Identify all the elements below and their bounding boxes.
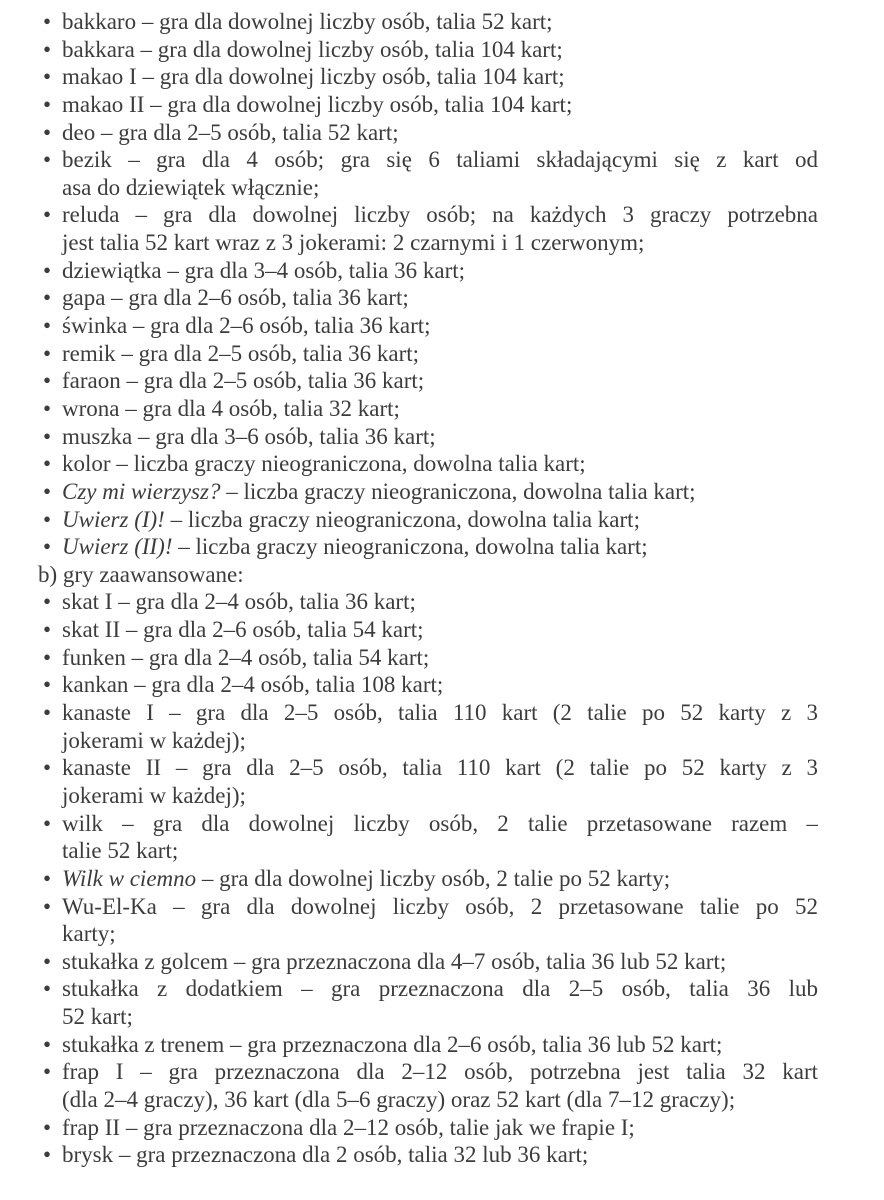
bullet-icon: • bbox=[42, 64, 52, 90]
item-line-text: gapa – gra dla 2–6 osób, talia 36 kart; bbox=[62, 285, 409, 311]
item-first-line bbox=[38, 36, 818, 64]
game-name: kanaste I bbox=[62, 700, 154, 726]
item-first-line bbox=[38, 478, 818, 506]
game-name: bakkara bbox=[62, 36, 135, 62]
item-line-text: deo – gra dla 2–5 osób, talia 52 kart; bbox=[62, 119, 399, 145]
item-line-text: reluda – gra dla dowolnej liczby osób; na każdych 3 graczy potrzebna bbox=[62, 202, 818, 228]
game-name: skat I bbox=[62, 589, 113, 615]
item-first-line bbox=[38, 8, 818, 36]
list-item bbox=[38, 975, 818, 1030]
item-line-text: karty; bbox=[62, 921, 116, 947]
list-item bbox=[38, 63, 818, 91]
game-name: wrona bbox=[62, 395, 120, 421]
bullet-icon: • bbox=[42, 755, 52, 781]
game-name: stukałka z golcem bbox=[62, 948, 229, 974]
item-line-text: brysk – gra przeznaczona dla 2 osób, talia 32 lub 36 kart; bbox=[62, 1142, 589, 1168]
game-name: kankan bbox=[62, 672, 129, 698]
game-name: frap II bbox=[62, 1114, 121, 1140]
item-first-line bbox=[38, 754, 818, 782]
item-first-line bbox=[38, 1141, 818, 1169]
bullet-icon: • bbox=[42, 451, 52, 477]
item-first-line bbox=[38, 201, 818, 229]
item-line-text: jest talia 52 kart wraz z 3 jokerami: 2 czarnymi i 1 czerwonym; bbox=[62, 230, 645, 256]
item-continuation-line bbox=[38, 174, 818, 202]
item-line-text: Uwierz (I)! – liczba graczy nieograniczona, dowolna talia kart; bbox=[62, 506, 640, 532]
item-first-line bbox=[38, 450, 818, 478]
item-first-line bbox=[38, 119, 818, 147]
bullet-icon: • bbox=[42, 285, 52, 311]
item-first-line bbox=[38, 893, 818, 921]
item-line-text: jokerami w każdej); bbox=[62, 727, 246, 753]
item-continuation-line bbox=[38, 920, 818, 948]
game-name: reluda bbox=[62, 202, 120, 228]
item-line-text: remik – gra dla 2–5 osób, talia 36 kart; bbox=[62, 340, 420, 366]
item-first-line bbox=[38, 810, 818, 838]
section-heading bbox=[38, 561, 818, 589]
list-item bbox=[38, 699, 818, 754]
list-item bbox=[38, 257, 818, 285]
item-line-text: bezik – gra dla 4 osób; gra się 6 taliami składającymi się z kart od bbox=[62, 147, 818, 173]
item-first-line bbox=[38, 312, 818, 340]
bullet-icon: • bbox=[42, 589, 52, 615]
list-item bbox=[38, 588, 818, 616]
item-line-text: (dla 2–4 graczy), 36 kart (dla 5–6 graczy) oraz 52 kart (dla 7–12 graczy); bbox=[62, 1086, 736, 1112]
item-line-text: makao II – gra dla dowolnej liczby osób, talia 104 kart; bbox=[62, 91, 573, 117]
item-line-text: frap I – gra przeznaczona dla 2–12 osób, potrzebna jest talia 32 kart bbox=[62, 1059, 818, 1085]
item-first-line bbox=[38, 948, 818, 976]
list-item bbox=[38, 146, 818, 201]
item-line-text: bakkaro – gra dla dowolnej liczby osób, talia 52 kart; bbox=[62, 9, 553, 34]
item-first-line bbox=[38, 533, 818, 561]
item-line-text: skat II – gra dla 2–6 osób, talia 54 kart; bbox=[62, 617, 424, 643]
list-item bbox=[38, 367, 818, 395]
item-line-text: jokerami w każdej); bbox=[62, 782, 246, 808]
list-item bbox=[38, 533, 818, 561]
game-name: Wu-El-Ka bbox=[62, 893, 157, 919]
bullet-icon: • bbox=[42, 1114, 52, 1140]
game-name: muszka bbox=[62, 423, 133, 449]
item-continuation-line bbox=[38, 837, 818, 865]
item-first-line bbox=[38, 975, 818, 1003]
bullet-icon: • bbox=[42, 976, 52, 1002]
game-name: kolor bbox=[62, 451, 111, 477]
item-line-text: 52 kart; bbox=[62, 1004, 133, 1030]
game-name: makao I bbox=[62, 64, 137, 90]
item-first-line bbox=[38, 699, 818, 727]
list-item bbox=[38, 340, 818, 368]
item-line-text: funken – gra dla 2–4 osób, talia 54 kart; bbox=[62, 644, 430, 670]
list-item bbox=[38, 948, 818, 976]
list-item bbox=[38, 450, 818, 478]
item-first-line bbox=[38, 395, 818, 423]
bullet-icon: • bbox=[42, 534, 52, 560]
list-item bbox=[38, 1058, 818, 1113]
bullet-icon: • bbox=[42, 865, 52, 891]
item-line-text: Wu-El-Ka – gra dla dowolnej liczby osób, 2 przetasowane talie po 52 bbox=[62, 893, 818, 919]
item-line-text: stukałka z trenem – gra przeznaczona dla 2–6 osób, talia 36 lub 52 kart; bbox=[62, 1031, 723, 1057]
bullet-icon: • bbox=[42, 617, 52, 643]
item-first-line bbox=[38, 1031, 818, 1059]
item-line-text: kanaste II – gra dla 2–5 osób, talia 110 kart (2 talie po 52 karty z 3 bbox=[62, 755, 818, 781]
list-item bbox=[38, 36, 818, 64]
item-line-text: asa do dziewiątek włącznie; bbox=[62, 174, 320, 200]
game-name: deo bbox=[62, 119, 96, 145]
item-line-text: muszka – gra dla 3–6 osób, talia 36 kart; bbox=[62, 423, 436, 449]
bullet-icon: • bbox=[42, 478, 52, 504]
bullet-icon: • bbox=[42, 395, 52, 421]
game-name: brysk bbox=[62, 1142, 114, 1168]
bullet-icon: • bbox=[42, 1031, 52, 1057]
item-continuation-line bbox=[38, 1003, 818, 1031]
item-first-line bbox=[38, 340, 818, 368]
item-line-text: talie 52 kart; bbox=[62, 838, 179, 864]
bullet-icon: • bbox=[42, 36, 52, 62]
bullet-icon: • bbox=[42, 313, 52, 339]
bullet-icon: • bbox=[42, 423, 52, 449]
item-line-text: makao I – gra dla dowolnej liczby osób, talia 104 kart; bbox=[62, 64, 565, 90]
item-first-line bbox=[38, 588, 818, 616]
list-item bbox=[38, 119, 818, 147]
game-name: faraon bbox=[62, 368, 121, 394]
game-name: stukałka z trenem bbox=[62, 1031, 225, 1057]
game-name: makao II bbox=[62, 91, 145, 117]
list-item bbox=[38, 312, 818, 340]
item-line-text: stukałka z dodatkiem – gra przeznaczona dla 2–5 osób, talia 36 lub bbox=[62, 976, 818, 1002]
bullet-icon: • bbox=[42, 948, 52, 974]
bullet-icon: • bbox=[42, 893, 52, 919]
item-first-line bbox=[38, 865, 818, 893]
bullet-icon: • bbox=[42, 257, 52, 283]
list-item bbox=[38, 478, 818, 506]
list-item bbox=[38, 893, 818, 948]
bullet-icon: • bbox=[42, 506, 52, 532]
list-item bbox=[38, 616, 818, 644]
game-name: kanaste II bbox=[62, 755, 162, 781]
list-item bbox=[38, 865, 818, 893]
game-name: dziewiątka bbox=[62, 257, 162, 283]
item-line-text: frap II – gra przeznaczona dla 2–12 osób, talie jak we frapie I; bbox=[62, 1114, 635, 1140]
list-item bbox=[38, 91, 818, 119]
list-item bbox=[38, 644, 818, 672]
game-name: bakkaro bbox=[62, 9, 137, 34]
item-first-line bbox=[38, 423, 818, 451]
bullet-icon: • bbox=[42, 202, 52, 228]
list-item bbox=[38, 1031, 818, 1059]
game-name: frap I bbox=[62, 1059, 124, 1085]
item-line-text: faraon – gra dla 2–5 osób, talia 36 kart; bbox=[62, 368, 425, 394]
game-name: remik bbox=[62, 340, 116, 366]
list-item bbox=[38, 754, 818, 809]
list-item bbox=[38, 506, 818, 534]
bullet-icon: • bbox=[42, 644, 52, 670]
item-line-text: Czy mi wierzysz? – liczba graczy nieograniczona, dowolna talia kart; bbox=[62, 478, 696, 504]
item-first-line bbox=[38, 1114, 818, 1142]
bullet-icon: • bbox=[42, 700, 52, 726]
game-name: stukałka z dodatkiem bbox=[62, 976, 283, 1002]
bullet-icon: • bbox=[42, 147, 52, 173]
list-item bbox=[38, 1114, 818, 1142]
item-continuation-line bbox=[38, 727, 818, 755]
heading-line: b) gry zaawansowane: bbox=[38, 561, 244, 587]
list-item bbox=[38, 395, 818, 423]
bullet-icon: • bbox=[42, 672, 52, 698]
item-first-line bbox=[38, 91, 818, 119]
item-first-line bbox=[38, 671, 818, 699]
list-item bbox=[38, 201, 818, 256]
item-first-line bbox=[38, 644, 818, 672]
game-name: Czy mi wierzysz? bbox=[62, 478, 221, 504]
game-name: bezik bbox=[62, 147, 112, 173]
bullet-icon: • bbox=[42, 368, 52, 394]
item-first-line bbox=[38, 146, 818, 174]
list-item bbox=[38, 1141, 818, 1169]
item-line-text: bakkara – gra dla dowolnej liczby osób, talia 104 kart; bbox=[62, 36, 563, 62]
game-name: świnka bbox=[62, 313, 128, 339]
game-list bbox=[38, 8, 818, 1169]
bullet-icon: • bbox=[42, 1142, 52, 1168]
game-name: funken bbox=[62, 644, 126, 670]
list-item bbox=[38, 423, 818, 451]
game-name: Uwierz (I)! bbox=[62, 506, 165, 532]
bullet-icon: • bbox=[42, 810, 52, 836]
item-line-text: stukałka z golcem – gra przeznaczona dla 4–7 osób, talia 36 lub 52 kart; bbox=[62, 948, 727, 974]
list-item bbox=[38, 671, 818, 699]
item-first-line bbox=[38, 1058, 818, 1086]
item-first-line bbox=[38, 616, 818, 644]
item-line-text: kankan – gra dla 2–4 osób, talia 108 kart; bbox=[62, 672, 444, 698]
item-continuation-line bbox=[38, 1086, 818, 1114]
item-line-text: Uwierz (II)! – liczba graczy nieograniczona, dowolna talia kart; bbox=[62, 534, 648, 560]
item-first-line bbox=[38, 506, 818, 534]
list-item bbox=[38, 284, 818, 312]
item-line-text: świnka – gra dla 2–6 osób, talia 36 kart; bbox=[62, 313, 431, 339]
item-continuation-line bbox=[38, 782, 818, 810]
game-name: Uwierz (II)! bbox=[62, 534, 173, 560]
item-line-text: kanaste I – gra dla 2–5 osób, talia 110 kart (2 talie po 52 karty z 3 bbox=[62, 700, 818, 726]
game-name: skat II bbox=[62, 617, 121, 643]
bullet-icon: • bbox=[42, 119, 52, 145]
item-continuation-line bbox=[38, 229, 818, 257]
item-line-text: Wilk w ciemno – gra dla dowolnej liczby osób, 2 talie po 52 karty; bbox=[62, 865, 671, 891]
item-first-line bbox=[38, 367, 818, 395]
item-first-line bbox=[38, 63, 818, 91]
item-line-text: wilk – gra dla dowolnej liczby osób, 2 talie przetasowane razem – bbox=[62, 810, 818, 836]
bullet-icon: • bbox=[42, 91, 52, 117]
item-line-text: dziewiątka – gra dla 3–4 osób, talia 36 kart; bbox=[62, 257, 466, 283]
game-name: Wilk w ciemno bbox=[62, 865, 197, 891]
item-first-line bbox=[38, 257, 818, 285]
bullet-icon: • bbox=[42, 340, 52, 366]
list-item bbox=[38, 810, 818, 865]
item-first-line bbox=[38, 284, 818, 312]
game-name: gapa bbox=[62, 285, 106, 311]
game-name: wilk bbox=[62, 810, 103, 836]
item-line-text: wrona – gra dla 4 osób, talia 32 kart; bbox=[62, 395, 400, 421]
item-line-text: skat I – gra dla 2–4 osób, talia 36 kart; bbox=[62, 589, 416, 615]
item-line-text: kolor – liczba graczy nieograniczona, dowolna talia kart; bbox=[62, 451, 586, 477]
list-item bbox=[38, 8, 818, 36]
bullet-icon: • bbox=[42, 1059, 52, 1085]
bullet-icon: • bbox=[42, 9, 52, 34]
